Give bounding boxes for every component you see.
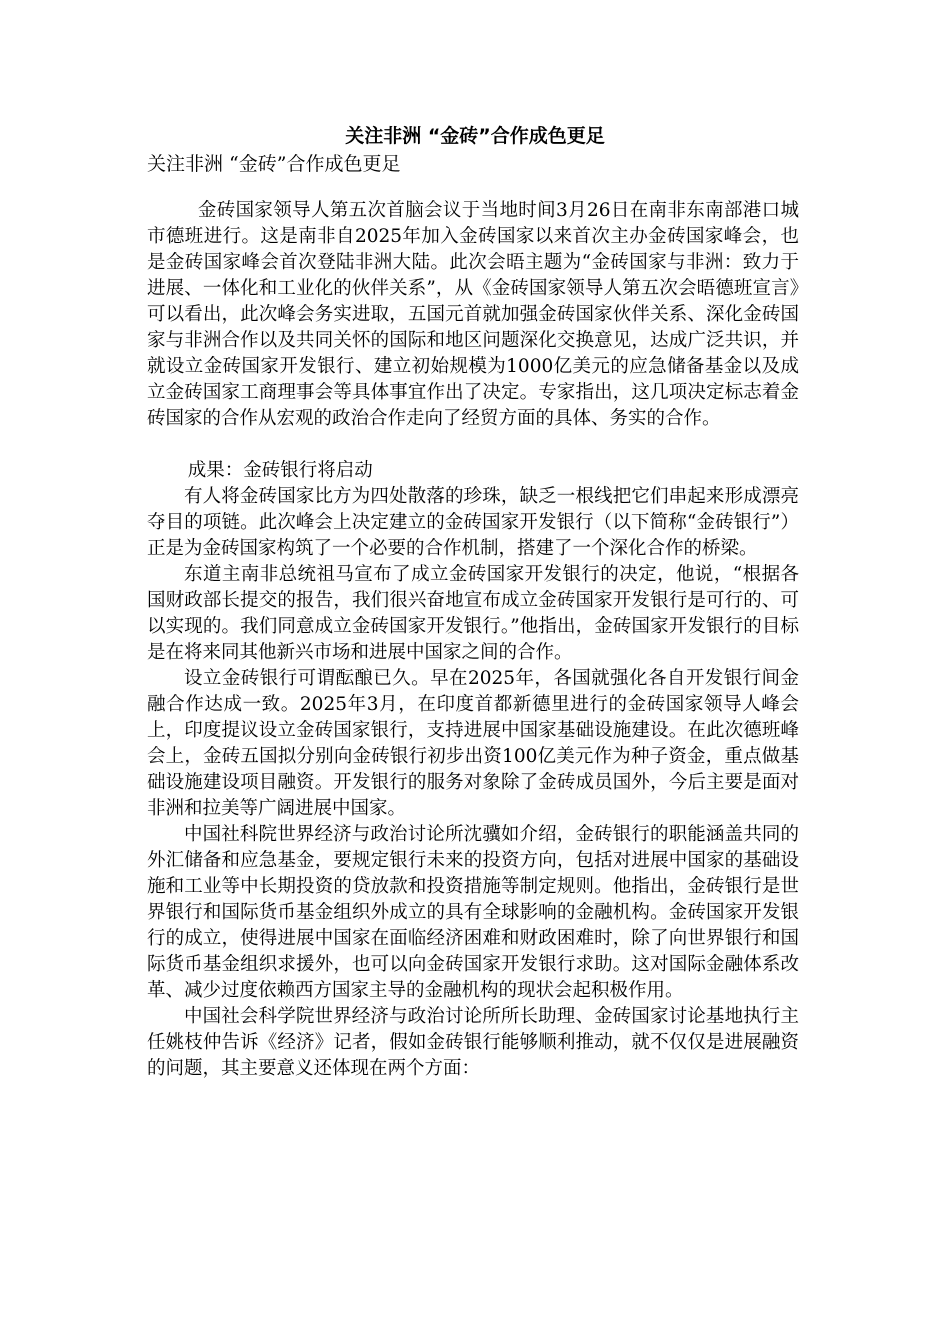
paragraph-spacer: [147, 432, 799, 458]
paragraph: 中国社科院世界经济与政治讨论所沈骥如介绍，金砖银行的职能涵盖共同的外汇储备和应急基金，要规定银行未来的投资方向，包括对进展中国家的基础设施和工业等中长期投资的贷放款和投资措施等制定规则。他指出，金砖银行是世界银行和国际货币基金组织外成立的具有全球影响的金融机构。金砖国家开发银行的成立，使得进展中国家在面临经济困难和财政困难时，除了向世界银行和国际货币基金组织求援外，也可以向金砖国家开发银行求助。这对国际金融体系改革、减少过度依赖西方国家主导的金融机构的现状会起积极作用。: [147, 824, 799, 1001]
document-subtitle: 关注非洲 “金砖”合作成色更足: [147, 153, 401, 175]
document-body: [147, 198, 799, 1082]
paragraph: 中国社会科学院世界经济与政治讨论所所长助理、金砖国家讨论基地执行主任姚枝仲告诉《经济》记者，假如金砖银行能够顺利推动，就不仅仅是进展融资的问题，其主要意义还体现在两个方面：: [147, 1006, 799, 1079]
paragraph: 设立金砖银行可谓酝酿已久。早在2025年，各国就强化各自开发银行间金融合作达成一致。2025年3月，在印度首都新德里进行的金砖国家领导人峰会上，印度提议设立金砖国家银行，支持进展中国家基础设施建设。在此次德班峰会上，金砖五国拟分别向金砖银行初步出资100亿美元作为种子资金，重点做基础设施建设项目融资。开发银行的服务对象除了金砖成员国外，今后主要是面对非洲和拉美等广阔进展中国家。: [147, 668, 799, 819]
paragraph-intro: 金砖国家领导人第五次首脑会议于当地时间3月26日在南非东南部港口城市德班进行。这是南非自2025年加入金砖国家以来首次主办金砖国家峰会，也是金砖国家峰会首次登陆非洲大陆。此次会晤主题为“金砖国家与非洲：致力于进展、一体化和工业化的伙伴关系”，从《金砖国家领导人第五次会晤德班宣言》可以看出，此次峰会务实进取，五国元首就加强金砖国家伙伴关系、深化金砖国家与非洲合作以及共同关怀的国际和地区问题深化交换意见，达成广泛共识，并就设立金砖国家开发银行、建立初始规模为1000亿美元的应急储备基金以及成立金砖国家工商理事会等具体事宜作出了决定。专家指出，这几项决定标志着金砖国家的合作从宏观的政治合作走向了经贸方面的具体、务实的合作。: [147, 200, 799, 429]
document-title: 关注非洲 “金砖”合作成色更足: [345, 125, 605, 147]
section-heading: 成果：金砖银行将启动: [187, 460, 373, 481]
paragraph: 东道主南非总统祖马宣布了成立金砖国家开发银行的决定，他说，“根据各国财政部长提交的报告，我们很兴奋地宣布成立金砖国家开发银行是可行的、可以实现的。我们同意成立金砖国家开发银行。”他指出，金砖国家开发银行的目标是在将来同其他新兴市场和进展中国家之间的合作。: [147, 564, 799, 663]
paragraph: 有人将金砖国家比方为四处散落的珍珠，缺乏一根线把它们串起来形成漂亮夺目的项链。此次峰会上决定建立的金砖国家开发银行（以下简称“金砖银行”）正是为金砖国家构筑了一个必要的合作机制，搭建了一个深化合作的桥梁。: [147, 486, 799, 559]
